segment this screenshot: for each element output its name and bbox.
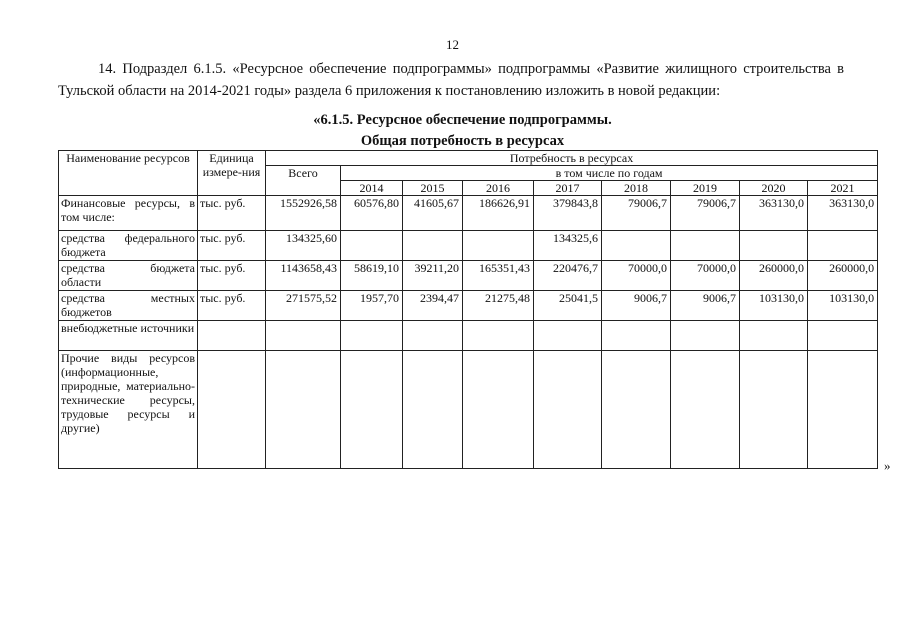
header-by-years: в том числе по годам xyxy=(341,166,878,181)
row-value: 25041,5 xyxy=(534,291,602,321)
row-value: 79006,7 xyxy=(671,196,740,231)
row-resource-name: Прочие виды ресурсов (информационные, природные, материально-технические ресурсы, трудовые ресурсы и другие) xyxy=(59,351,198,469)
row-total xyxy=(266,351,341,469)
row-value: 2394,47 xyxy=(403,291,463,321)
table-row xyxy=(59,196,878,231)
row-unit: тыс. руб. xyxy=(198,291,266,321)
header-need-group: Потребность в ресурсах xyxy=(266,151,878,166)
page-number: 12 xyxy=(446,37,459,52)
row-value: 21275,48 xyxy=(463,291,534,321)
row-value xyxy=(808,321,878,351)
row-resource-name: Финансовые ресурсы, в том числе: xyxy=(59,196,198,231)
header-total: Всего xyxy=(266,166,341,196)
row-value xyxy=(671,351,740,469)
row-value xyxy=(463,231,534,261)
row-value xyxy=(602,231,671,261)
row-value: 9006,7 xyxy=(671,291,740,321)
amendment-paragraph: 14. Подраздел 6.1.5. «Ресурсное обеспечение подпрограммы» подпрограммы «Развитие жилищного строительства в Тульской области на 2014-2021 годы» раздела 6 приложения к постановлению изложить в новой редакции: xyxy=(58,61,844,99)
row-value: 363130,0 xyxy=(740,196,808,231)
row-unit xyxy=(198,321,266,351)
row-value xyxy=(602,351,671,469)
row-value: 260000,0 xyxy=(808,261,878,291)
header-year: 2019 xyxy=(671,181,740,196)
row-total: 134325,60 xyxy=(266,231,341,261)
row-value xyxy=(403,351,463,469)
row-value xyxy=(808,231,878,261)
row-value xyxy=(403,321,463,351)
row-value xyxy=(740,351,808,469)
table-row xyxy=(59,321,878,351)
table-title: Общая потребность в ресурсах xyxy=(360,133,565,149)
row-value xyxy=(740,231,808,261)
table-row xyxy=(59,351,878,469)
row-value: 70000,0 xyxy=(671,261,740,291)
row-value xyxy=(602,321,671,351)
row-value: 379843,8 xyxy=(534,196,602,231)
row-value xyxy=(534,351,602,469)
header-year: 2015 xyxy=(403,181,463,196)
header-year: 2021 xyxy=(808,181,878,196)
row-value: 134325,6 xyxy=(534,231,602,261)
row-value: 39211,20 xyxy=(403,261,463,291)
row-unit xyxy=(198,351,266,469)
row-resource-name: средства местных бюджетов xyxy=(59,291,198,321)
header-year: 2014 xyxy=(341,181,403,196)
row-value: 70000,0 xyxy=(602,261,671,291)
row-total: 1552926,58 xyxy=(266,196,341,231)
row-total xyxy=(266,321,341,351)
row-resource-name: средства федерального бюджета xyxy=(59,231,198,261)
row-value xyxy=(341,231,403,261)
header-year: 2016 xyxy=(463,181,534,196)
row-value xyxy=(463,321,534,351)
section-heading: «6.1.5. Ресурсное обеспечение подпрограммы. xyxy=(313,112,612,128)
row-value: 9006,7 xyxy=(602,291,671,321)
row-value: 103130,0 xyxy=(740,291,808,321)
row-unit: тыс. руб. xyxy=(198,196,266,231)
row-value: 103130,0 xyxy=(808,291,878,321)
row-value: 1957,70 xyxy=(341,291,403,321)
header-year: 2020 xyxy=(740,181,808,196)
row-value xyxy=(671,231,740,261)
row-value: 165351,43 xyxy=(463,261,534,291)
row-unit: тыс. руб. xyxy=(198,261,266,291)
resources-table xyxy=(58,150,878,469)
closing-quote: » xyxy=(884,458,891,473)
row-value: 220476,7 xyxy=(534,261,602,291)
table-row xyxy=(59,261,878,291)
row-value xyxy=(403,231,463,261)
row-value: 260000,0 xyxy=(740,261,808,291)
row-value: 60576,80 xyxy=(341,196,403,231)
row-total: 1143658,43 xyxy=(266,261,341,291)
row-resource-name: внебюджетные источники xyxy=(59,321,198,351)
row-value xyxy=(341,351,403,469)
row-resource-name: средства бюджета области xyxy=(59,261,198,291)
header-year: 2017 xyxy=(534,181,602,196)
row-total: 271575,52 xyxy=(266,291,341,321)
row-value xyxy=(463,351,534,469)
row-value xyxy=(740,321,808,351)
row-unit: тыс. руб. xyxy=(198,231,266,261)
row-value: 363130,0 xyxy=(808,196,878,231)
row-value: 186626,91 xyxy=(463,196,534,231)
header-resource-name: Наименование ресурсов xyxy=(59,151,198,196)
header-unit: Единица измере-ния xyxy=(198,151,266,196)
table-row xyxy=(59,291,878,321)
row-value xyxy=(808,351,878,469)
row-value: 79006,7 xyxy=(602,196,671,231)
table-row xyxy=(59,231,878,261)
row-value xyxy=(671,321,740,351)
row-value xyxy=(534,321,602,351)
header-year: 2018 xyxy=(602,181,671,196)
row-value xyxy=(341,321,403,351)
row-value: 58619,10 xyxy=(341,261,403,291)
row-value: 41605,67 xyxy=(403,196,463,231)
